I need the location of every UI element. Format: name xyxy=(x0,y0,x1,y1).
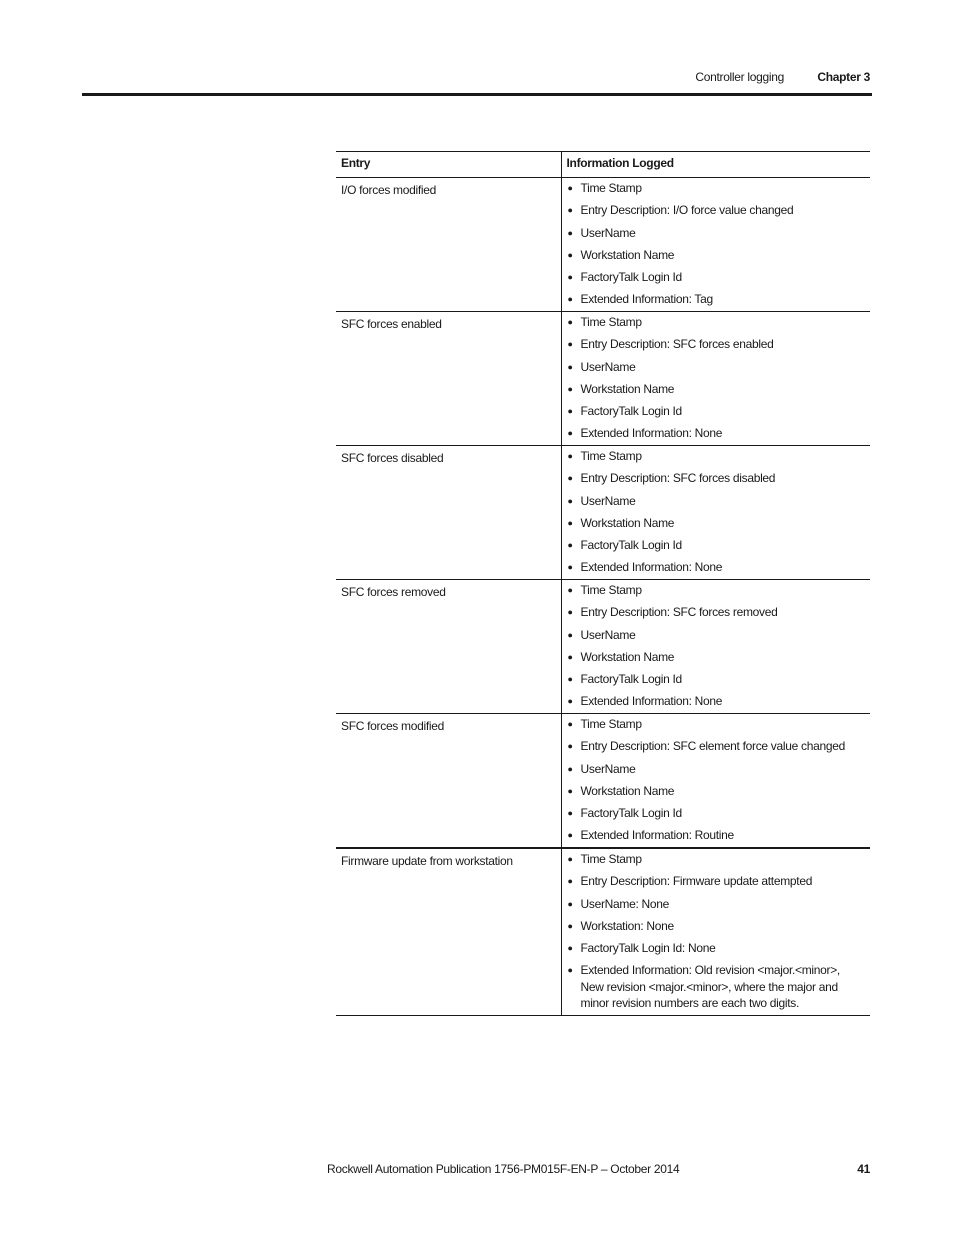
list-item: ● Entry Description: SFC forces enabled xyxy=(567,337,774,352)
column-header-information-logged: Information Logged xyxy=(561,152,870,178)
bullet-icon: ● xyxy=(567,607,573,618)
list-item: ● UserName xyxy=(567,627,636,642)
list-item: ● FactoryTalk Login Id xyxy=(567,806,682,821)
list-item: ● Workstation Name xyxy=(567,783,675,798)
bullet-icon: ● xyxy=(567,517,573,528)
entry-cell: SFC forces enabled xyxy=(336,311,561,445)
bullet-icon: ● xyxy=(567,540,573,551)
information-list xyxy=(568,448,865,576)
list-item: ● Workstation Name xyxy=(567,381,675,396)
list-item: ● Workstation Name xyxy=(567,247,675,262)
list-item: ● Time Stamp xyxy=(567,181,642,195)
list-item: ● Workstation Name xyxy=(567,649,675,664)
list-item: ● Extended Information: None xyxy=(567,426,723,441)
bullet-icon: ● xyxy=(567,808,573,819)
list-item: ● UserName xyxy=(567,761,636,776)
information-list xyxy=(568,180,865,308)
list-item: ● Time Stamp xyxy=(567,314,642,329)
list-item: ● FactoryTalk Login Id: None xyxy=(567,941,716,956)
running-section-title: Controller logging xyxy=(695,70,784,84)
chapter-label: Chapter 3 xyxy=(817,70,870,84)
information-cell xyxy=(561,178,870,312)
list-item: ● FactoryTalk Login Id xyxy=(567,672,682,687)
bullet-icon: ● xyxy=(567,830,573,841)
list-item: ● FactoryTalk Login Id xyxy=(567,270,682,285)
bullet-icon: ● xyxy=(567,183,573,193)
list-item: ● UserName xyxy=(567,225,636,240)
bullet-icon: ● xyxy=(567,876,573,887)
bullet-icon: ● xyxy=(567,339,573,350)
table-row xyxy=(336,579,870,713)
bullet-icon: ● xyxy=(567,763,573,774)
table-row xyxy=(336,848,870,1015)
information-cell xyxy=(561,311,870,445)
bullet-icon: ● xyxy=(567,272,573,283)
entry-cell: I/O forces modified xyxy=(336,178,561,312)
list-item: ● Entry Description: Firmware update attempted xyxy=(567,874,813,889)
entry-cell: SFC forces modified xyxy=(336,713,561,847)
bullet-icon: ● xyxy=(567,584,573,595)
information-list xyxy=(568,314,865,442)
column-header-entry: Entry xyxy=(336,152,561,178)
table-row xyxy=(336,445,870,579)
list-item: ● Entry Description: SFC forces removed xyxy=(567,605,778,620)
bullet-icon: ● xyxy=(567,674,573,685)
list-item: ● FactoryTalk Login Id xyxy=(567,538,682,553)
publication-info: Rockwell Automation Publication 1756-PM015F-EN-P – October 2014 xyxy=(327,1162,680,1176)
list-item: ● UserName: None xyxy=(567,896,670,911)
table-row xyxy=(336,713,870,847)
list-item: ● Extended Information: None xyxy=(567,560,723,575)
bullet-icon: ● xyxy=(567,294,573,305)
bullet-icon: ● xyxy=(567,785,573,796)
page-footer xyxy=(82,1162,872,1180)
bullet-icon: ● xyxy=(567,741,573,752)
table-body xyxy=(336,178,870,1016)
bullet-icon: ● xyxy=(567,696,573,707)
information-list xyxy=(568,582,865,710)
list-item: ● Entry Description: SFC element force value changed xyxy=(567,739,845,754)
bullet-icon: ● xyxy=(567,965,573,976)
list-item: ● UserName xyxy=(567,493,636,508)
list-item: ● FactoryTalk Login Id xyxy=(567,404,682,419)
bullet-icon: ● xyxy=(567,450,573,461)
bullet-icon: ● xyxy=(567,920,573,931)
bullet-icon: ● xyxy=(567,249,573,260)
list-item: ● Time Stamp xyxy=(567,582,642,597)
list-item: ● Time Stamp xyxy=(567,851,642,866)
bullet-icon: ● xyxy=(567,943,573,954)
bullet-icon: ● xyxy=(567,651,573,662)
bullet-icon: ● xyxy=(567,428,573,439)
list-item: ● Workstation: None xyxy=(567,918,674,933)
list-item: ● Extended Information: None xyxy=(567,694,723,709)
list-item: ● Extended Information: Routine xyxy=(567,828,734,843)
entry-cell: SFC forces disabled xyxy=(336,445,561,579)
information-cell xyxy=(561,579,870,713)
information-list xyxy=(568,851,865,1012)
bullet-icon: ● xyxy=(567,406,573,417)
list-item: ● Time Stamp xyxy=(567,716,642,731)
bullet-icon: ● xyxy=(567,473,573,484)
list-item: ● Time Stamp xyxy=(567,448,642,463)
entry-cell: SFC forces removed xyxy=(336,579,561,713)
controller-log-entries-table xyxy=(336,151,870,1016)
list-item: ● Extended Information: Old revision <major.<minor>, New revision <major.<minor>, where the major and minor revision numbers are each two digits. xyxy=(567,963,840,1011)
list-item: ● Entry Description: I/O force value changed xyxy=(567,203,794,218)
table-row xyxy=(336,311,870,445)
table-header-row xyxy=(336,152,870,178)
information-cell xyxy=(561,445,870,579)
bullet-icon: ● xyxy=(567,495,573,506)
bullet-icon: ● xyxy=(567,227,573,238)
bullet-icon: ● xyxy=(567,316,573,327)
bullet-icon: ● xyxy=(567,629,573,640)
information-cell xyxy=(561,848,870,1015)
page-number: 41 xyxy=(857,1162,870,1176)
bullet-icon: ● xyxy=(567,562,573,573)
information-list xyxy=(568,716,865,844)
bullet-icon: ● xyxy=(567,898,573,909)
bullet-icon: ● xyxy=(567,718,573,729)
bullet-icon: ● xyxy=(567,361,573,372)
header-divider xyxy=(82,93,872,96)
list-item: ● Extended Information: Tag xyxy=(567,292,713,307)
bullet-icon: ● xyxy=(567,853,573,864)
page-header xyxy=(82,70,872,88)
list-item: ● Entry Description: SFC forces disabled xyxy=(567,471,776,486)
list-item: ● Workstation Name xyxy=(567,515,675,530)
list-item: ● UserName xyxy=(567,359,636,374)
table-row xyxy=(336,178,870,312)
information-cell xyxy=(561,713,870,847)
bullet-icon: ● xyxy=(567,383,573,394)
bullet-icon: ● xyxy=(567,205,573,216)
entry-cell: Firmware update from workstation xyxy=(336,848,561,1015)
